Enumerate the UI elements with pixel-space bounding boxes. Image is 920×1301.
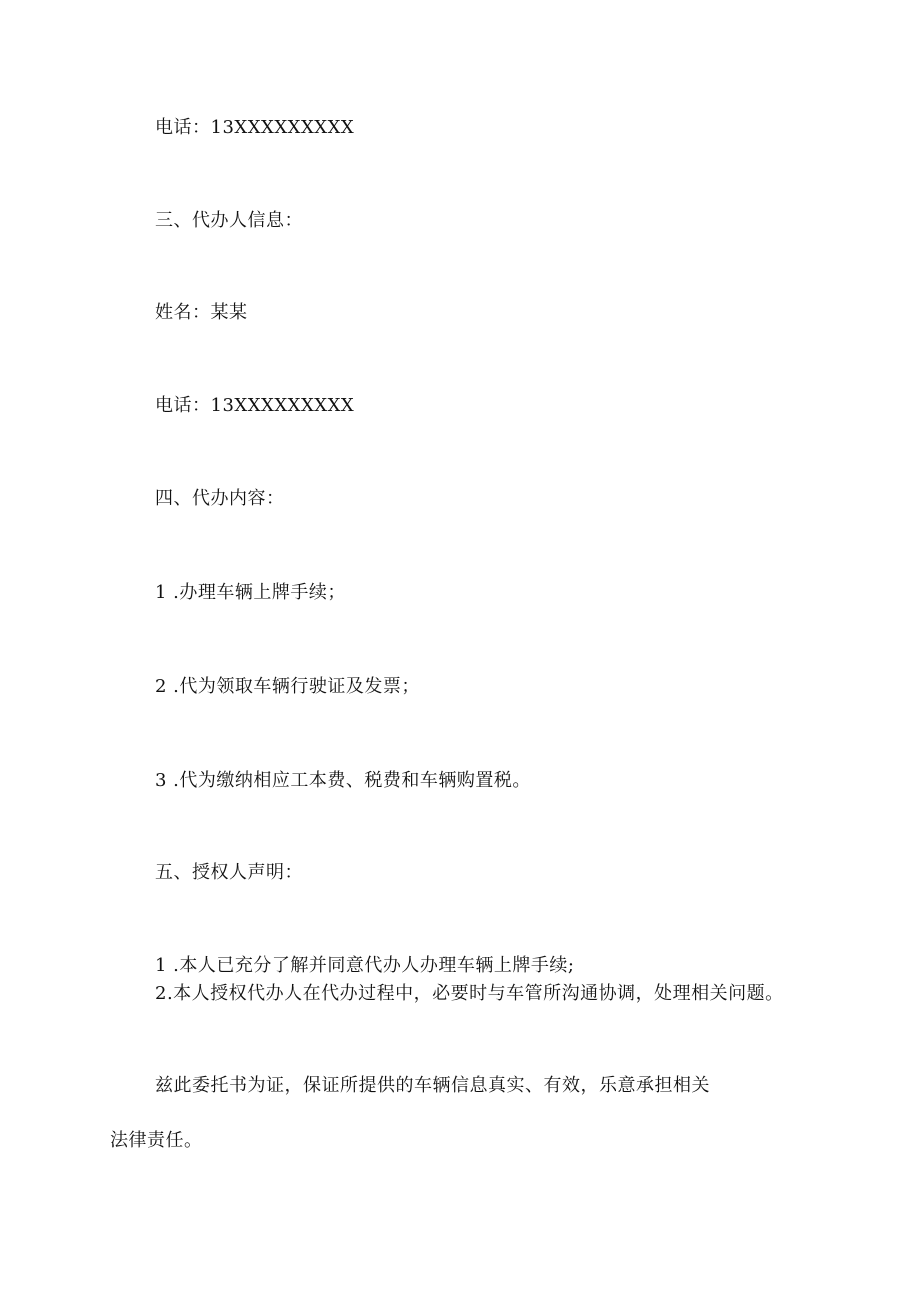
- agent-phone-line: 电话：13XXXXXXXXX: [155, 395, 355, 416]
- content-item-1: 1 .办理车辆上牌手续；: [155, 582, 346, 603]
- agent-name-line: 姓名：某某: [155, 302, 248, 323]
- closing-paragraph-line-1: 兹此委托书为证，保证所提供的车辆信息真实、有效，乐意承担相关: [155, 1075, 710, 1096]
- section-4-heading: 四、代办内容：: [155, 488, 285, 509]
- closing-paragraph-line-2: 法律责任。: [110, 1130, 203, 1151]
- section-3-heading: 三、代办人信息：: [155, 210, 303, 231]
- content-item-2: 2 .代为领取车辆行驶证及发票；: [155, 676, 420, 697]
- content-item-3: 3 .代为缴纳相应工本费、税费和车辆购置税。: [155, 770, 531, 791]
- statement-item-1: 1 .本人已充分了解并同意代办人办理车辆上牌手续;: [155, 955, 575, 976]
- principal-phone-line: 电话：13XXXXXXXXX: [155, 117, 355, 138]
- section-5-heading: 五、授权人声明：: [155, 862, 303, 883]
- statement-item-2: 2.本人授权代办人在代办过程中，必要时与车管所沟通协调，处理相关问题。: [155, 983, 784, 1004]
